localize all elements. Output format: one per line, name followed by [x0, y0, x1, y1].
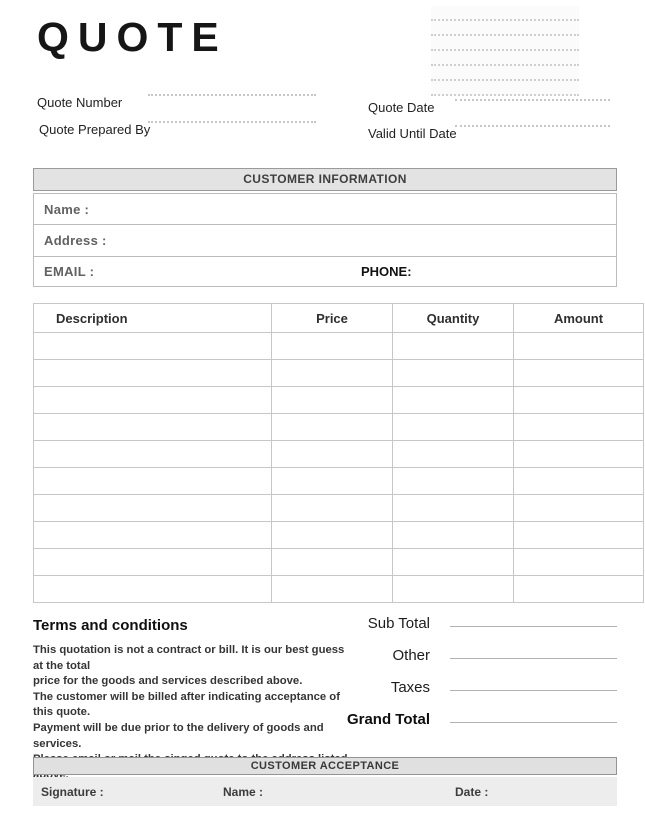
customer-information-header: CUSTOMER INFORMATION	[33, 168, 617, 191]
items-table-cell[interactable]	[34, 576, 272, 603]
terms-line: This quotation is not a contract or bill. It is our best guess at the total	[33, 644, 345, 672]
terms-line: price for the goods and services described above.	[33, 675, 303, 688]
company-info-line[interactable]	[431, 21, 579, 36]
valid-until-date-label: Valid Until Date	[368, 126, 457, 141]
items-table-row	[34, 549, 644, 576]
company-info-line[interactable]	[431, 66, 579, 81]
items-table-cell[interactable]	[514, 387, 644, 414]
sub-total-label: Sub Total	[367, 615, 430, 632]
taxes-value-line[interactable]	[450, 690, 617, 691]
company-info-line[interactable]	[431, 36, 579, 51]
items-table-row	[34, 387, 644, 414]
items-table-cell[interactable]	[393, 468, 514, 495]
items-table-cell[interactable]	[272, 387, 393, 414]
customer-email-label: EMAIL :	[44, 264, 95, 279]
quote-number-field[interactable]	[148, 94, 316, 96]
items-table-cell[interactable]	[393, 576, 514, 603]
items-table-cell[interactable]	[514, 576, 644, 603]
items-table-cell[interactable]	[393, 333, 514, 360]
customer-address-label: Address :	[44, 233, 107, 248]
items-table-cell[interactable]	[272, 576, 393, 603]
company-info-line[interactable]	[431, 81, 579, 96]
items-table-row	[34, 468, 644, 495]
items-table-cell[interactable]	[514, 549, 644, 576]
valid-until-date-field[interactable]	[455, 125, 610, 127]
sub-total-row	[345, 600, 617, 632]
items-table-cell[interactable]	[393, 360, 514, 387]
customer-information-section	[33, 168, 617, 287]
items-table-cell[interactable]	[34, 414, 272, 441]
items-table-row	[34, 333, 644, 360]
totals-section	[345, 600, 617, 728]
items-table-cell[interactable]	[514, 360, 644, 387]
quote-date-field[interactable]	[455, 99, 610, 101]
items-table-cell[interactable]	[393, 414, 514, 441]
customer-address-row[interactable]	[33, 225, 617, 257]
items-table-cell[interactable]	[272, 414, 393, 441]
taxes-label: Taxes	[390, 679, 430, 696]
items-table-cell[interactable]	[514, 522, 644, 549]
company-info-line[interactable]	[431, 51, 579, 66]
items-table-cell[interactable]	[34, 441, 272, 468]
column-header-amount: Amount	[514, 304, 644, 333]
items-table-cell[interactable]	[393, 387, 514, 414]
quote-number-label: Quote Number	[37, 95, 123, 110]
customer-acceptance-row[interactable]	[33, 777, 617, 806]
column-header-price: Price	[272, 304, 393, 333]
grand-total-row	[345, 696, 617, 728]
acceptance-date-label: Date :	[455, 784, 489, 799]
other-label: Other	[392, 647, 430, 664]
customer-name-label: Name :	[44, 201, 90, 217]
customer-acceptance-section	[33, 757, 617, 806]
items-table-cell[interactable]	[34, 360, 272, 387]
quote-date-label: Quote Date	[368, 100, 435, 115]
items-table-cell[interactable]	[272, 360, 393, 387]
terms-heading: Terms and conditions	[33, 617, 188, 634]
terms-line: The customer will be billed after indicating acceptance of this quote.	[33, 690, 340, 719]
company-info-line[interactable]	[431, 6, 579, 21]
items-table-cell[interactable]	[34, 495, 272, 522]
items-table-body	[34, 333, 644, 603]
items-table-cell[interactable]	[272, 549, 393, 576]
items-table-cell[interactable]	[393, 495, 514, 522]
terms-line: Payment will be due prior to the delivery of goods and services.	[33, 721, 324, 750]
column-header-quantity: Quantity	[393, 304, 514, 333]
items-table-cell[interactable]	[514, 441, 644, 468]
items-table-cell[interactable]	[393, 441, 514, 468]
company-info-block[interactable]	[431, 6, 579, 96]
items-table-row	[34, 522, 644, 549]
items-table-cell[interactable]	[34, 549, 272, 576]
other-row	[345, 632, 617, 664]
items-table-row	[34, 441, 644, 468]
grand-total-label: Grand Total	[346, 711, 430, 728]
customer-acceptance-header: CUSTOMER ACCEPTANCE	[33, 757, 617, 775]
items-table-cell[interactable]	[272, 468, 393, 495]
items-table-cell[interactable]	[272, 333, 393, 360]
items-table-cell[interactable]	[272, 441, 393, 468]
column-header-description: Description	[34, 304, 272, 333]
items-table-cell[interactable]	[514, 333, 644, 360]
items-table-row	[34, 414, 644, 441]
customer-name-row[interactable]	[33, 193, 617, 225]
items-table-cell[interactable]	[34, 468, 272, 495]
sub-total-value-line[interactable]	[450, 626, 617, 627]
items-table-cell[interactable]	[34, 522, 272, 549]
items-table-cell[interactable]	[34, 387, 272, 414]
quote-prepared-by-field[interactable]	[148, 121, 316, 123]
signature-label: Signature :	[41, 784, 104, 799]
items-table-cell[interactable]	[514, 495, 644, 522]
items-table-row	[34, 495, 644, 522]
items-table-cell[interactable]	[272, 522, 393, 549]
items-table-cell[interactable]	[34, 333, 272, 360]
page-title: QUOTE	[37, 14, 228, 60]
customer-phone-label: PHONE:	[361, 264, 412, 279]
items-table-row	[34, 576, 644, 603]
grand-total-value-line[interactable]	[450, 722, 617, 723]
customer-contact-row[interactable]	[33, 257, 617, 287]
items-table	[33, 303, 644, 603]
taxes-row	[345, 664, 617, 696]
quote-prepared-by-label: Quote Prepared By	[39, 122, 151, 137]
items-table-header-row	[34, 304, 644, 333]
items-table-cell[interactable]	[514, 414, 644, 441]
items-table-cell[interactable]	[514, 468, 644, 495]
items-table-row	[34, 360, 644, 387]
acceptance-name-label: Name :	[223, 784, 264, 799]
other-value-line[interactable]	[450, 658, 617, 659]
items-table-cell[interactable]	[393, 549, 514, 576]
items-table-cell[interactable]	[272, 495, 393, 522]
items-table-cell[interactable]	[393, 522, 514, 549]
